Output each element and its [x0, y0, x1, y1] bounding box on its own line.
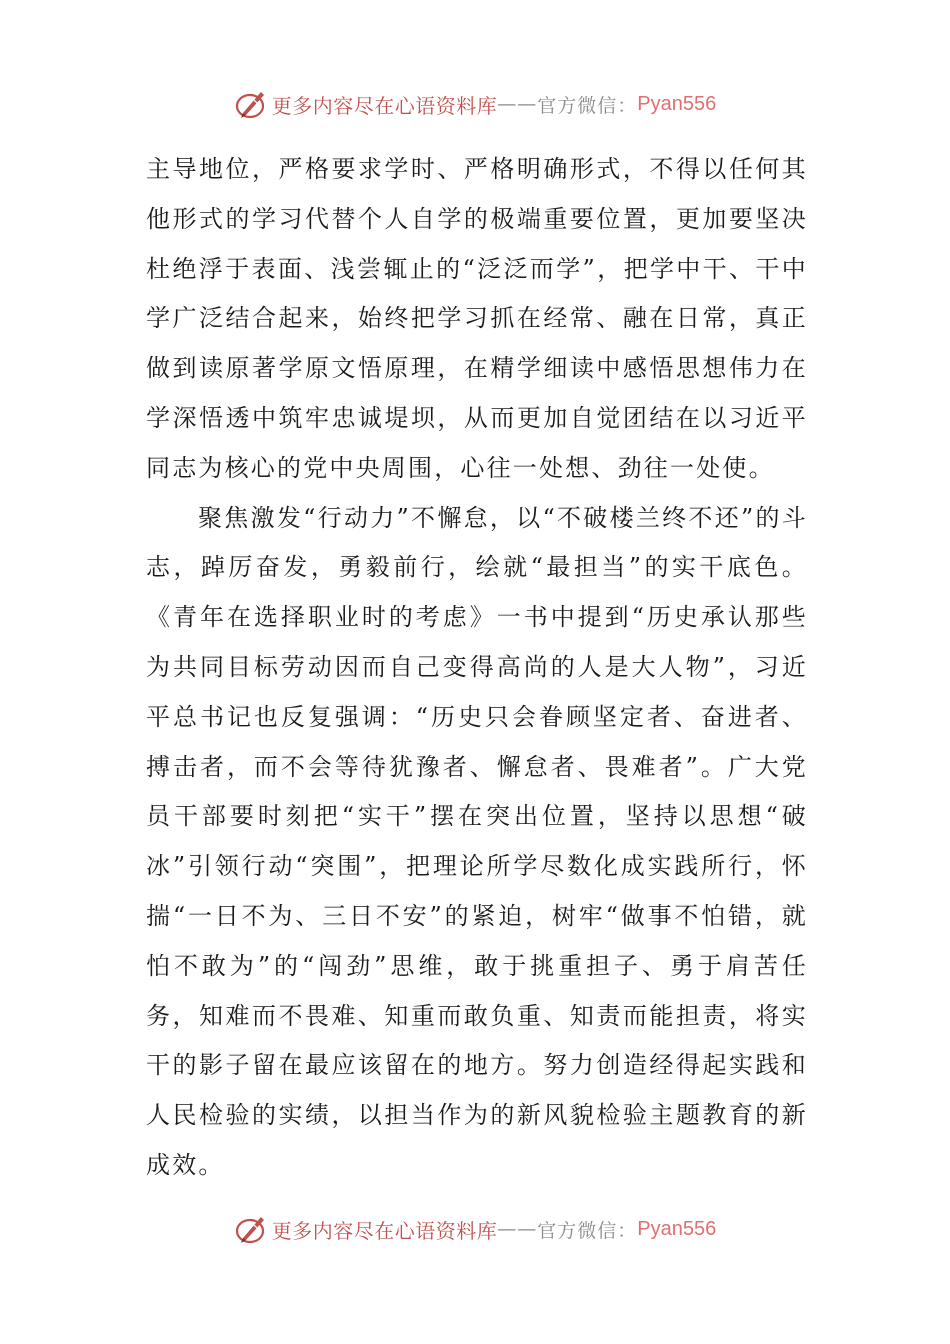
banner-sub-text: 官方微信：	[537, 94, 638, 117]
banner-main-text: 更多内容尽在心语资料库	[271, 93, 498, 118]
document-body	[146, 145, 808, 1191]
footer-watermark-banner	[0, 1209, 950, 1249]
banner-wechat-id: Pyan556	[637, 1217, 717, 1240]
header-watermark-banner	[0, 84, 950, 124]
paragraph-1: 主导地位，严格要求学时、严格明确形式，不得以任何其他形式的学习代替个人自学的极端重要位置，更加要坚决杜绝浮于表面、浅尝辄止的“泛泛而学”，把学中干、干中学广泛结合起来，始终把学习抓在经常、融在日常，真正做到读原著学原文悟原理，在精学细读中感悟思想伟力在学深悟透中筑牢忠诚堤坝，从而更加自觉团结在以习近平同志为核心的党中央周围，心往一处想、劲往一处使。	[146, 155, 808, 482]
banner-main-text: 更多内容尽在心语资料库	[271, 1218, 498, 1243]
banner-dash: ——	[497, 1218, 538, 1240]
paragraph-2: 聚焦激发“行动力”不懈怠，以“不破楼兰终不还”的斗志，踔厉奋发，勇毅前行，绘就“最担当”的实干底色。《青年在选择职业时的考虑》一书中提到“历史承认那些为共同目标劳动因而自己变得高尚的人是大人物”，习近平总书记也反复强调：“历史只会眷顾坚定者、奋进者、搏击者，而不会等待犹豫者、懈怠者、畏难者”。广大党员干部要时刻把“实干”摆在突出位置，坚持以思想“破冰”引领行动“突围”，把理论所学尽数化成实践所行，怀揣“一日不为、三日不安”的紧迫，树牢“做事不怕错，就怕不敢为”的“闯劲”思维，敢于挑重担子、勇于肩苦任务，知难而不畏难、知重而敢负重、知责而能担责，将实干的影子留在最应该留在的地方。努力创造经得起实践和人民检验的实绩，以担当作为的新风貌检验主题教育的新成效。	[146, 503, 808, 1179]
banner-wechat-id: Pyan556	[637, 92, 717, 115]
quill-pen-logo-icon	[234, 87, 268, 121]
banner-sub-text: 官方微信：	[537, 1219, 638, 1242]
banner-dash: ——	[497, 93, 538, 115]
quill-pen-logo-icon	[234, 1212, 268, 1246]
